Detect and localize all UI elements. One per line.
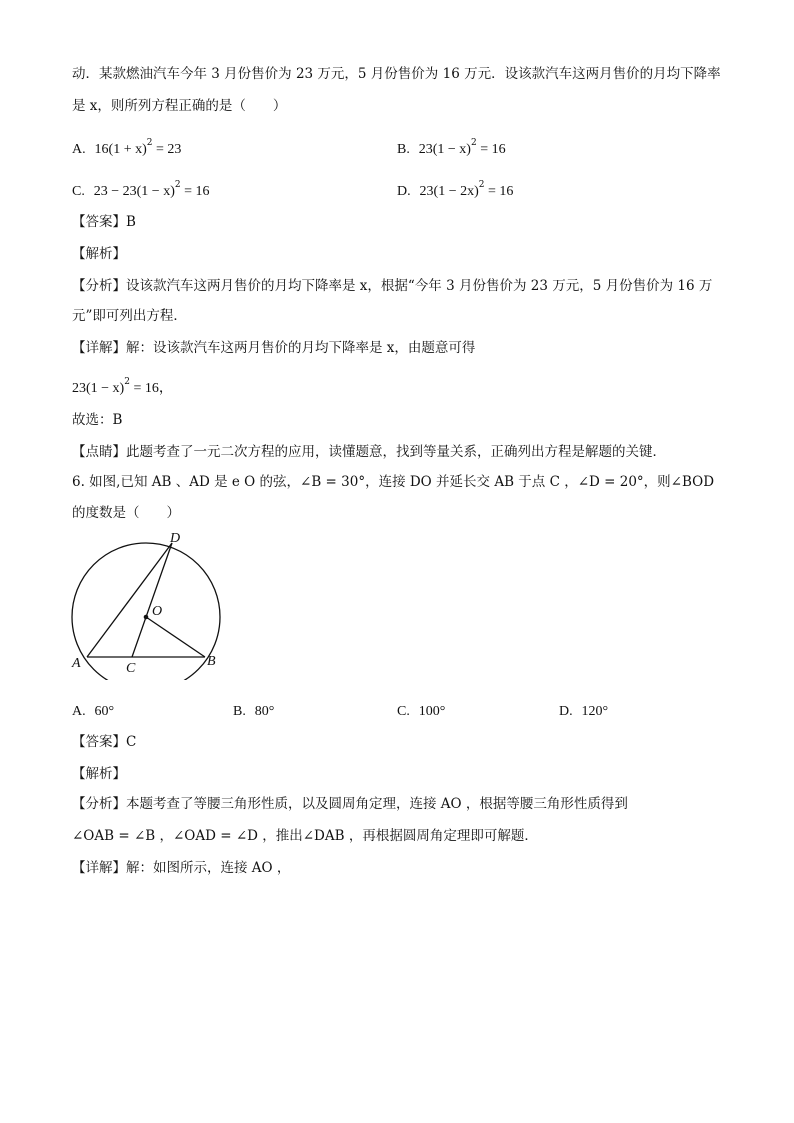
label-b: B bbox=[207, 654, 216, 669]
option-label: A. bbox=[72, 704, 86, 719]
q6-answer: 【答案】C bbox=[72, 734, 137, 750]
option-exponent: 2 bbox=[146, 138, 153, 148]
line-dc bbox=[132, 543, 172, 657]
option-rhs: = 23 bbox=[152, 142, 182, 157]
option-value: 100° bbox=[418, 704, 446, 719]
q5-option-d bbox=[397, 174, 513, 203]
option-value: 80° bbox=[254, 704, 275, 719]
q5-dianjing: 【点睛】此题考查了一元二次方程的应用，读懂题意，找到等量关系，正确列出方程是解题的关键． bbox=[72, 444, 666, 460]
option-expr: 23(1 − x) bbox=[418, 142, 471, 157]
q6-stem-line2: 的度数是（ ） bbox=[72, 505, 180, 521]
q5-analysis-tag: 【解析】 bbox=[72, 246, 126, 262]
option-expr: 16(1 + x) bbox=[94, 142, 147, 157]
option-expr: 23(1 − 2x) bbox=[419, 184, 479, 199]
option-label: C. bbox=[72, 184, 85, 199]
option-label: A. bbox=[72, 142, 86, 157]
option-rhs: = 16 bbox=[476, 142, 506, 157]
option-rhs: = 16 bbox=[180, 184, 210, 199]
option-value: 120° bbox=[581, 704, 609, 719]
q6-analysis-tag: 【解析】 bbox=[72, 766, 126, 782]
circle-o bbox=[72, 543, 220, 680]
q5-stem-line1: 动．某款燃油汽车今年 3 月份售价为 23 万元，5 月份售价为 16 万元．设该款汽车这两月售价的月均下降率 bbox=[72, 66, 721, 82]
q5-stem-line2: 是 x，则所列方程正确的是（ ） bbox=[72, 98, 287, 114]
option-rhs: = 16 bbox=[484, 184, 514, 199]
option-exponent: 2 bbox=[470, 138, 477, 148]
q6-fenxi-line1: 【分析】本题考查了等腰三角形性质，以及圆周角定理，连接 AO ，根据等腰三角形性质得到 bbox=[72, 796, 628, 812]
q6-option-d bbox=[559, 700, 608, 723]
label-d: D bbox=[170, 531, 181, 546]
label-c: C bbox=[126, 661, 136, 676]
option-label: B. bbox=[397, 142, 410, 157]
q6-circle-figure bbox=[62, 530, 242, 680]
option-expr: 23 − 23(1 − x) bbox=[93, 184, 175, 199]
q6-fenxi-line2: ∠OAB = ∠B ，∠OAD = ∠D ，推出∠DAB ，再根据圆周角定理即可解题． bbox=[72, 828, 538, 844]
q5-equation bbox=[72, 372, 173, 399]
option-label: C. bbox=[397, 704, 410, 719]
equation-exponent: 2 bbox=[124, 377, 130, 387]
equation-expr: 23(1 − x) bbox=[72, 381, 125, 396]
q5-option-c bbox=[72, 174, 210, 203]
option-value: 60° bbox=[94, 704, 115, 719]
q6-option-b bbox=[233, 700, 274, 723]
radius-ob bbox=[146, 617, 205, 657]
equation-rhs: = 16， bbox=[129, 381, 173, 396]
option-label: D. bbox=[397, 184, 411, 199]
q6-option-a bbox=[72, 700, 114, 723]
q6-option-c bbox=[397, 700, 445, 723]
center-point bbox=[144, 615, 149, 620]
q5-fenxi-line1: 【分析】设该款汽车这两月售价的月均下降率是 x，根据“今年 3 月份售价为 23 万元，5 月份售价为 16 万 bbox=[72, 278, 713, 294]
q5-fenxi-line2: 元”即可列出方程． bbox=[72, 308, 187, 324]
q5-option-a bbox=[72, 132, 181, 161]
q5-xiangjie: 【详解】解：设该款汽车这两月售价的月均下降率是 x，由题意可得 bbox=[72, 340, 476, 356]
q6-xiangjie: 【详解】解：如图所示，连接 AO ， bbox=[72, 860, 291, 876]
q5-guxuan: 故选：B bbox=[72, 412, 123, 428]
label-a: A bbox=[72, 656, 81, 671]
option-exponent: 2 bbox=[174, 180, 181, 190]
q6-stem-line1: 6. 如图,已知 AB 、AD 是 e O 的弦，∠B = 30°，连接 DO 并延长交 AB 于点 C ，∠D = 20°，则∠BOD bbox=[72, 474, 715, 490]
label-o: O bbox=[152, 604, 163, 619]
q5-answer: 【答案】B bbox=[72, 214, 136, 230]
q5-option-b bbox=[397, 132, 506, 161]
option-exponent: 2 bbox=[478, 180, 485, 190]
chord-ad bbox=[87, 543, 172, 657]
option-label: D. bbox=[559, 704, 573, 719]
option-label: B. bbox=[233, 704, 246, 719]
